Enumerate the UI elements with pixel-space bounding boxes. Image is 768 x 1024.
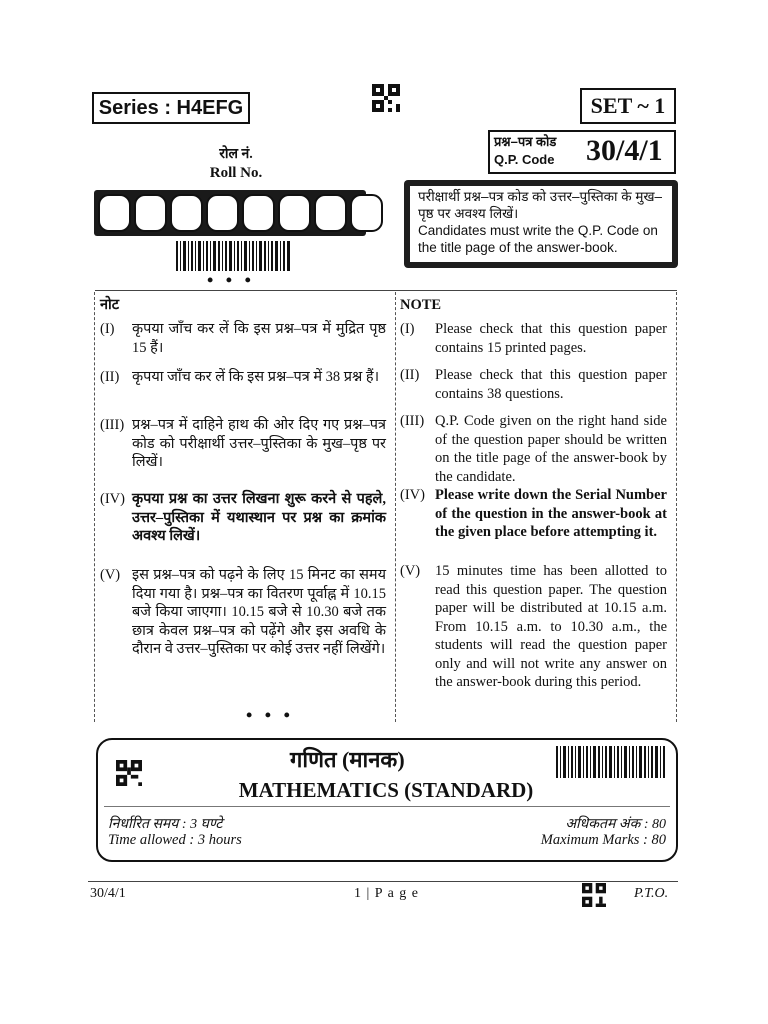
roll-number-box[interactable] (350, 194, 383, 232)
note-text: इस प्रश्न–पत्र को पढ़ने के लिए 15 मिनट का समय दिया गया है। प्रश्न–पत्र का वितरण पूर्वाह्न में 10.15 बजे किया जाएगा। 10.15 बजे से 10.30 बजे तक छात्र केवल प्रश्न–पत्र को पढ़ेंगे और इस अवधि के दौरान वे उत्तर–पुस्तिका पर कोई उत्तर नहीं लिखेंगे। (132, 567, 386, 657)
qr-code-icon (372, 84, 400, 117)
roll-number-label: Roll No. (209, 165, 263, 181)
note-number: (II) (400, 367, 420, 383)
set-label: SET ~ 1 (580, 88, 676, 124)
note-hindi-column (100, 296, 390, 726)
barcode-icon (556, 746, 666, 783)
note-text: 15 minutes time has been allotted to read this question paper. The question paper will be distributed at 10.15 a.m. From 10.15 a.m. to 10.30 a.m., the students will read the question paper only and will not write any answer on the answer-book during this period. (435, 563, 667, 690)
subject-divider (104, 806, 670, 807)
note-number: (V) (400, 563, 421, 579)
series-label: Series : H4EFG (92, 92, 250, 124)
note-number: (IV) (100, 491, 125, 507)
note-number: (III) (100, 417, 125, 433)
footer-divider (88, 881, 678, 882)
note-text: Please check that this question paper contains 15 printed pages. (435, 321, 667, 356)
subject-title: MATHEMATICS (STANDARD) (238, 778, 534, 802)
time-allowed-hindi: निर्धारित समय : 3 घण्टे (108, 817, 223, 832)
note-text: प्रश्न–पत्र में दाहिने हाथ की ओर दिए गए प्रश्न–पत्र कोड को परीक्षार्थी उत्तर–पुस्तिका के मुख–पृष्ठ पर लिखें। (132, 417, 386, 470)
roll-number-box[interactable] (242, 194, 275, 232)
roll-number-box[interactable] (278, 194, 311, 232)
note-hindi-title: नोट (100, 297, 120, 313)
maximum-marks: Maximum Marks : 80 (540, 832, 666, 848)
section-divider (95, 290, 677, 291)
qp-code-value: 30/4/1 (586, 134, 663, 167)
footer-code: 30/4/1 (90, 886, 126, 901)
candidate-instruction-box (404, 180, 678, 268)
roll-number-box[interactable] (98, 194, 131, 232)
roll-number-box[interactable] (134, 194, 167, 232)
note-number: (III) (400, 413, 425, 429)
qr-code-icon (116, 760, 142, 791)
column-divider (395, 292, 396, 722)
note-text: कृपया जाँच कर लें कि इस प्रश्न–पत्र में 38 प्रश्न हैं। (132, 369, 380, 385)
qp-code-label-hindi: प्रश्न–पत्र कोड (494, 134, 557, 149)
roll-number-box[interactable] (314, 194, 347, 232)
candidate-instruction-english: Candidates must write the Q.P. Code on the title page of the answer-book. (418, 223, 658, 255)
note-number: (II) (100, 369, 120, 385)
roll-number-box[interactable] (170, 194, 203, 232)
qr-code-icon (582, 883, 606, 912)
note-number: (IV) (400, 487, 425, 503)
roll-number-box[interactable] (206, 194, 239, 232)
note-english-column (400, 296, 672, 726)
maximum-marks-hindi: अधिकतम अंक : 80 (565, 817, 666, 832)
subject-title-hindi: गणित (मानक) (290, 747, 405, 772)
pto-label: P.T.O. (634, 886, 669, 901)
note-text: Q.P. Code given on the right hand side of the question paper should be written on the title page of the answer-book by the candidate. (435, 413, 667, 485)
note-text: कृपया जाँच कर लें कि इस प्रश्न–पत्र में मुद्रित पृष्ठ 15 हैं। (132, 321, 386, 356)
dots-separator: • • • (246, 705, 294, 725)
dots-separator: • • • (207, 270, 255, 290)
note-text: Please check that this question paper contains 38 questions. (435, 367, 667, 402)
note-english-title: NOTE (400, 297, 442, 313)
time-allowed: Time allowed : 3 hours (108, 832, 242, 848)
note-number: (V) (100, 567, 121, 583)
qp-code-label-english: Q.P. Code (494, 152, 555, 167)
qp-code-label (494, 133, 556, 169)
roll-number-boxes (98, 194, 383, 232)
roll-number-label-hindi: रोल नं. (219, 147, 253, 162)
column-divider (676, 292, 677, 722)
column-divider (94, 292, 95, 722)
note-text: Please write down the Serial Number of the question in the answer-book at the given place before attempting it. (435, 487, 667, 540)
note-number: (I) (100, 321, 115, 337)
note-number: (I) (400, 321, 415, 337)
page-number: 1 | P a g e (354, 886, 419, 901)
candidate-instruction-hindi: परीक्षार्थी प्रश्न–पत्र कोड को उत्तर–पुस्तिका के मुख–पृष्ठ पर अवश्य लिखें। (418, 189, 663, 221)
note-text: कृपया प्रश्न का उत्तर लिखना शुरू करने से पहले, उत्तर–पुस्तिका में यथास्थान पर प्रश्न का क्रमांक अवश्य लिखें। (132, 491, 386, 544)
